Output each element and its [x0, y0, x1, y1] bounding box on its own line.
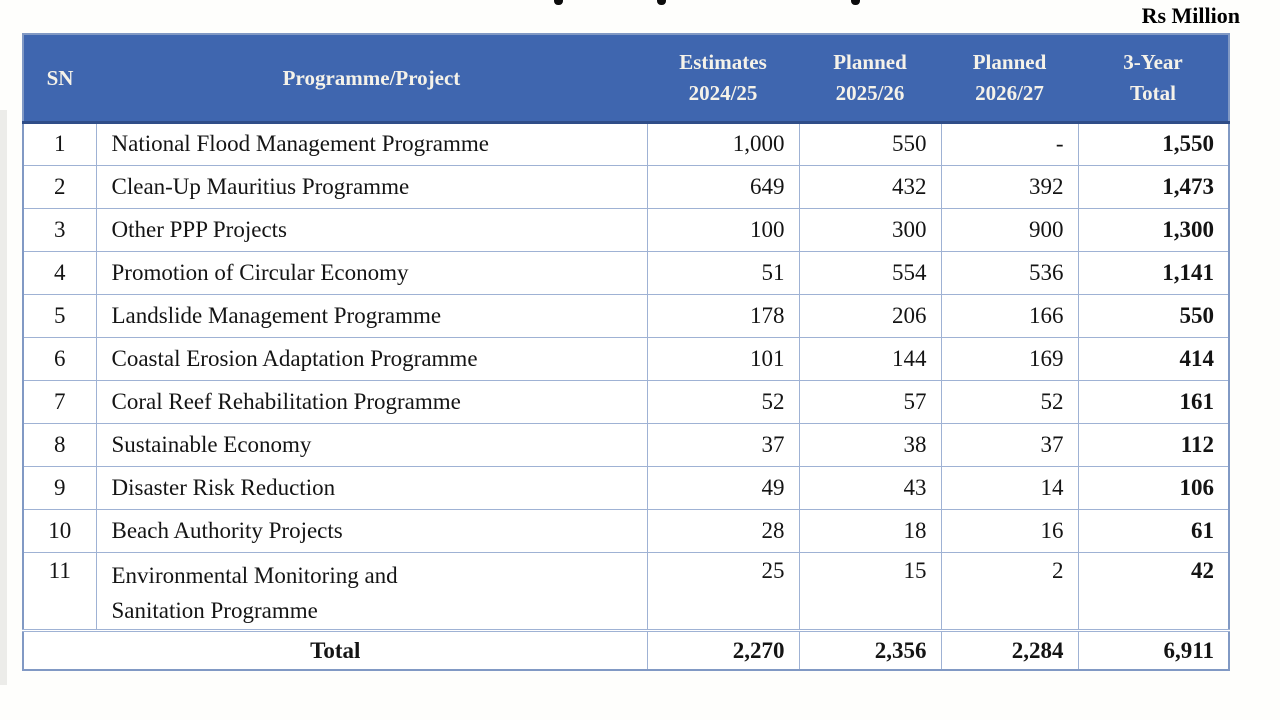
cropped-title-descender [554, 0, 563, 5]
cell-sn: 4 [23, 251, 96, 294]
cell-programme: Landslide Management Programme [96, 294, 647, 337]
cell-3-year-total: 1,141 [1078, 251, 1229, 294]
cell-estimates: 101 [647, 337, 799, 380]
table-row [23, 251, 1229, 294]
cell-planned-2026-27: 169 [941, 337, 1078, 380]
cell-estimates: 28 [647, 509, 799, 552]
cropped-title-remnant [0, 0, 1280, 8]
cell-planned-2025-26: 432 [799, 165, 941, 208]
cell-3-year-total: 106 [1078, 466, 1229, 509]
cell-sn: 11 [23, 552, 96, 630]
table-row [23, 208, 1229, 251]
cell-programme: Disaster Risk Reduction [96, 466, 647, 509]
table-row [23, 122, 1229, 165]
cell-3-year-total: 1,550 [1078, 122, 1229, 165]
cell-3-year-total: 414 [1078, 337, 1229, 380]
cell-programme: National Flood Management Programme [96, 122, 647, 165]
cell-programme: Coastal Erosion Adaptation Programme [96, 337, 647, 380]
cell-planned-2025-26: 550 [799, 122, 941, 165]
col-header-estimates: Estimates 2024/25 [647, 34, 799, 122]
cell-programme: Other PPP Projects [96, 208, 647, 251]
cell-sn: 1 [23, 122, 96, 165]
cell-estimates: 1,000 [647, 122, 799, 165]
cell-programme: Coral Reef Rehabilitation Programme [96, 380, 647, 423]
unit-label: Rs Million [1141, 3, 1240, 28]
cell-estimates: 49 [647, 466, 799, 509]
table-header [23, 34, 1229, 122]
col-header-sn: SN [23, 34, 96, 122]
cell-planned-2026-27: 166 [941, 294, 1078, 337]
cell-planned-2025-26: 554 [799, 251, 941, 294]
table-row [23, 423, 1229, 466]
cell-estimates: 100 [647, 208, 799, 251]
cell-planned-2026-27: - [941, 122, 1078, 165]
cell-3-year-total: 1,473 [1078, 165, 1229, 208]
cell-planned-2026-27: 536 [941, 251, 1078, 294]
cell-3-year-total: 1,300 [1078, 208, 1229, 251]
cell-3-year-total: 550 [1078, 294, 1229, 337]
cell-3-year-total: 61 [1078, 509, 1229, 552]
cell-sn: 5 [23, 294, 96, 337]
cell-estimates: 52 [647, 380, 799, 423]
total-3-year-total: 6,911 [1078, 630, 1229, 670]
cell-sn: 7 [23, 380, 96, 423]
table-row [23, 552, 1229, 630]
table-row [23, 509, 1229, 552]
col-header-planned-2026-27: Planned 2026/27 [941, 34, 1078, 122]
cell-planned-2025-26: 300 [799, 208, 941, 251]
cell-estimates: 51 [647, 251, 799, 294]
cell-planned-2025-26: 15 [799, 552, 941, 630]
cell-3-year-total: 112 [1078, 423, 1229, 466]
cell-estimates: 649 [647, 165, 799, 208]
cell-planned-2025-26: 43 [799, 466, 941, 509]
table-row [23, 337, 1229, 380]
cell-estimates: 37 [647, 423, 799, 466]
total-planned-2025-26: 2,356 [799, 630, 941, 670]
total-planned-2026-27: 2,284 [941, 630, 1078, 670]
col-header-planned-2025-26: Planned 2025/26 [799, 34, 941, 122]
cropped-title-descender [851, 0, 860, 5]
cell-planned-2026-27: 37 [941, 423, 1078, 466]
cell-programme: Clean-Up Mauritius Programme [96, 165, 647, 208]
table-row [23, 466, 1229, 509]
cell-planned-2025-26: 144 [799, 337, 941, 380]
cell-planned-2026-27: 14 [941, 466, 1078, 509]
cell-sn: 10 [23, 509, 96, 552]
cell-planned-2025-26: 38 [799, 423, 941, 466]
cell-estimates: 178 [647, 294, 799, 337]
cell-programme: Beach Authority Projects [96, 509, 647, 552]
cell-programme: Promotion of Circular Economy [96, 251, 647, 294]
cell-planned-2025-26: 57 [799, 380, 941, 423]
cell-planned-2026-27: 900 [941, 208, 1078, 251]
cropped-title-descender [657, 0, 666, 5]
cell-sn: 8 [23, 423, 96, 466]
cell-sn: 3 [23, 208, 96, 251]
cell-programme: Sustainable Economy [96, 423, 647, 466]
total-label: Total [23, 630, 647, 670]
cell-planned-2026-27: 16 [941, 509, 1078, 552]
cell-planned-2026-27: 52 [941, 380, 1078, 423]
cell-estimates: 25 [647, 552, 799, 630]
table-row [23, 165, 1229, 208]
cell-planned-2026-27: 2 [941, 552, 1078, 630]
table-row [23, 380, 1229, 423]
cell-planned-2025-26: 18 [799, 509, 941, 552]
cell-sn: 2 [23, 165, 96, 208]
table-total-row [23, 630, 1229, 670]
total-estimates: 2,270 [647, 630, 799, 670]
cell-sn: 9 [23, 466, 96, 509]
col-header-3-year-total: 3-Year Total [1078, 34, 1229, 122]
cell-3-year-total: 42 [1078, 552, 1229, 630]
cell-planned-2025-26: 206 [799, 294, 941, 337]
table-row [23, 294, 1229, 337]
scan-edge-artifact [0, 110, 7, 685]
cell-3-year-total: 161 [1078, 380, 1229, 423]
budget-table [22, 33, 1230, 671]
cell-programme: Environmental Monitoring and Sanitation Programme [96, 552, 647, 630]
col-header-programme: Programme/Project [96, 34, 647, 122]
cell-sn: 6 [23, 337, 96, 380]
cell-planned-2026-27: 392 [941, 165, 1078, 208]
